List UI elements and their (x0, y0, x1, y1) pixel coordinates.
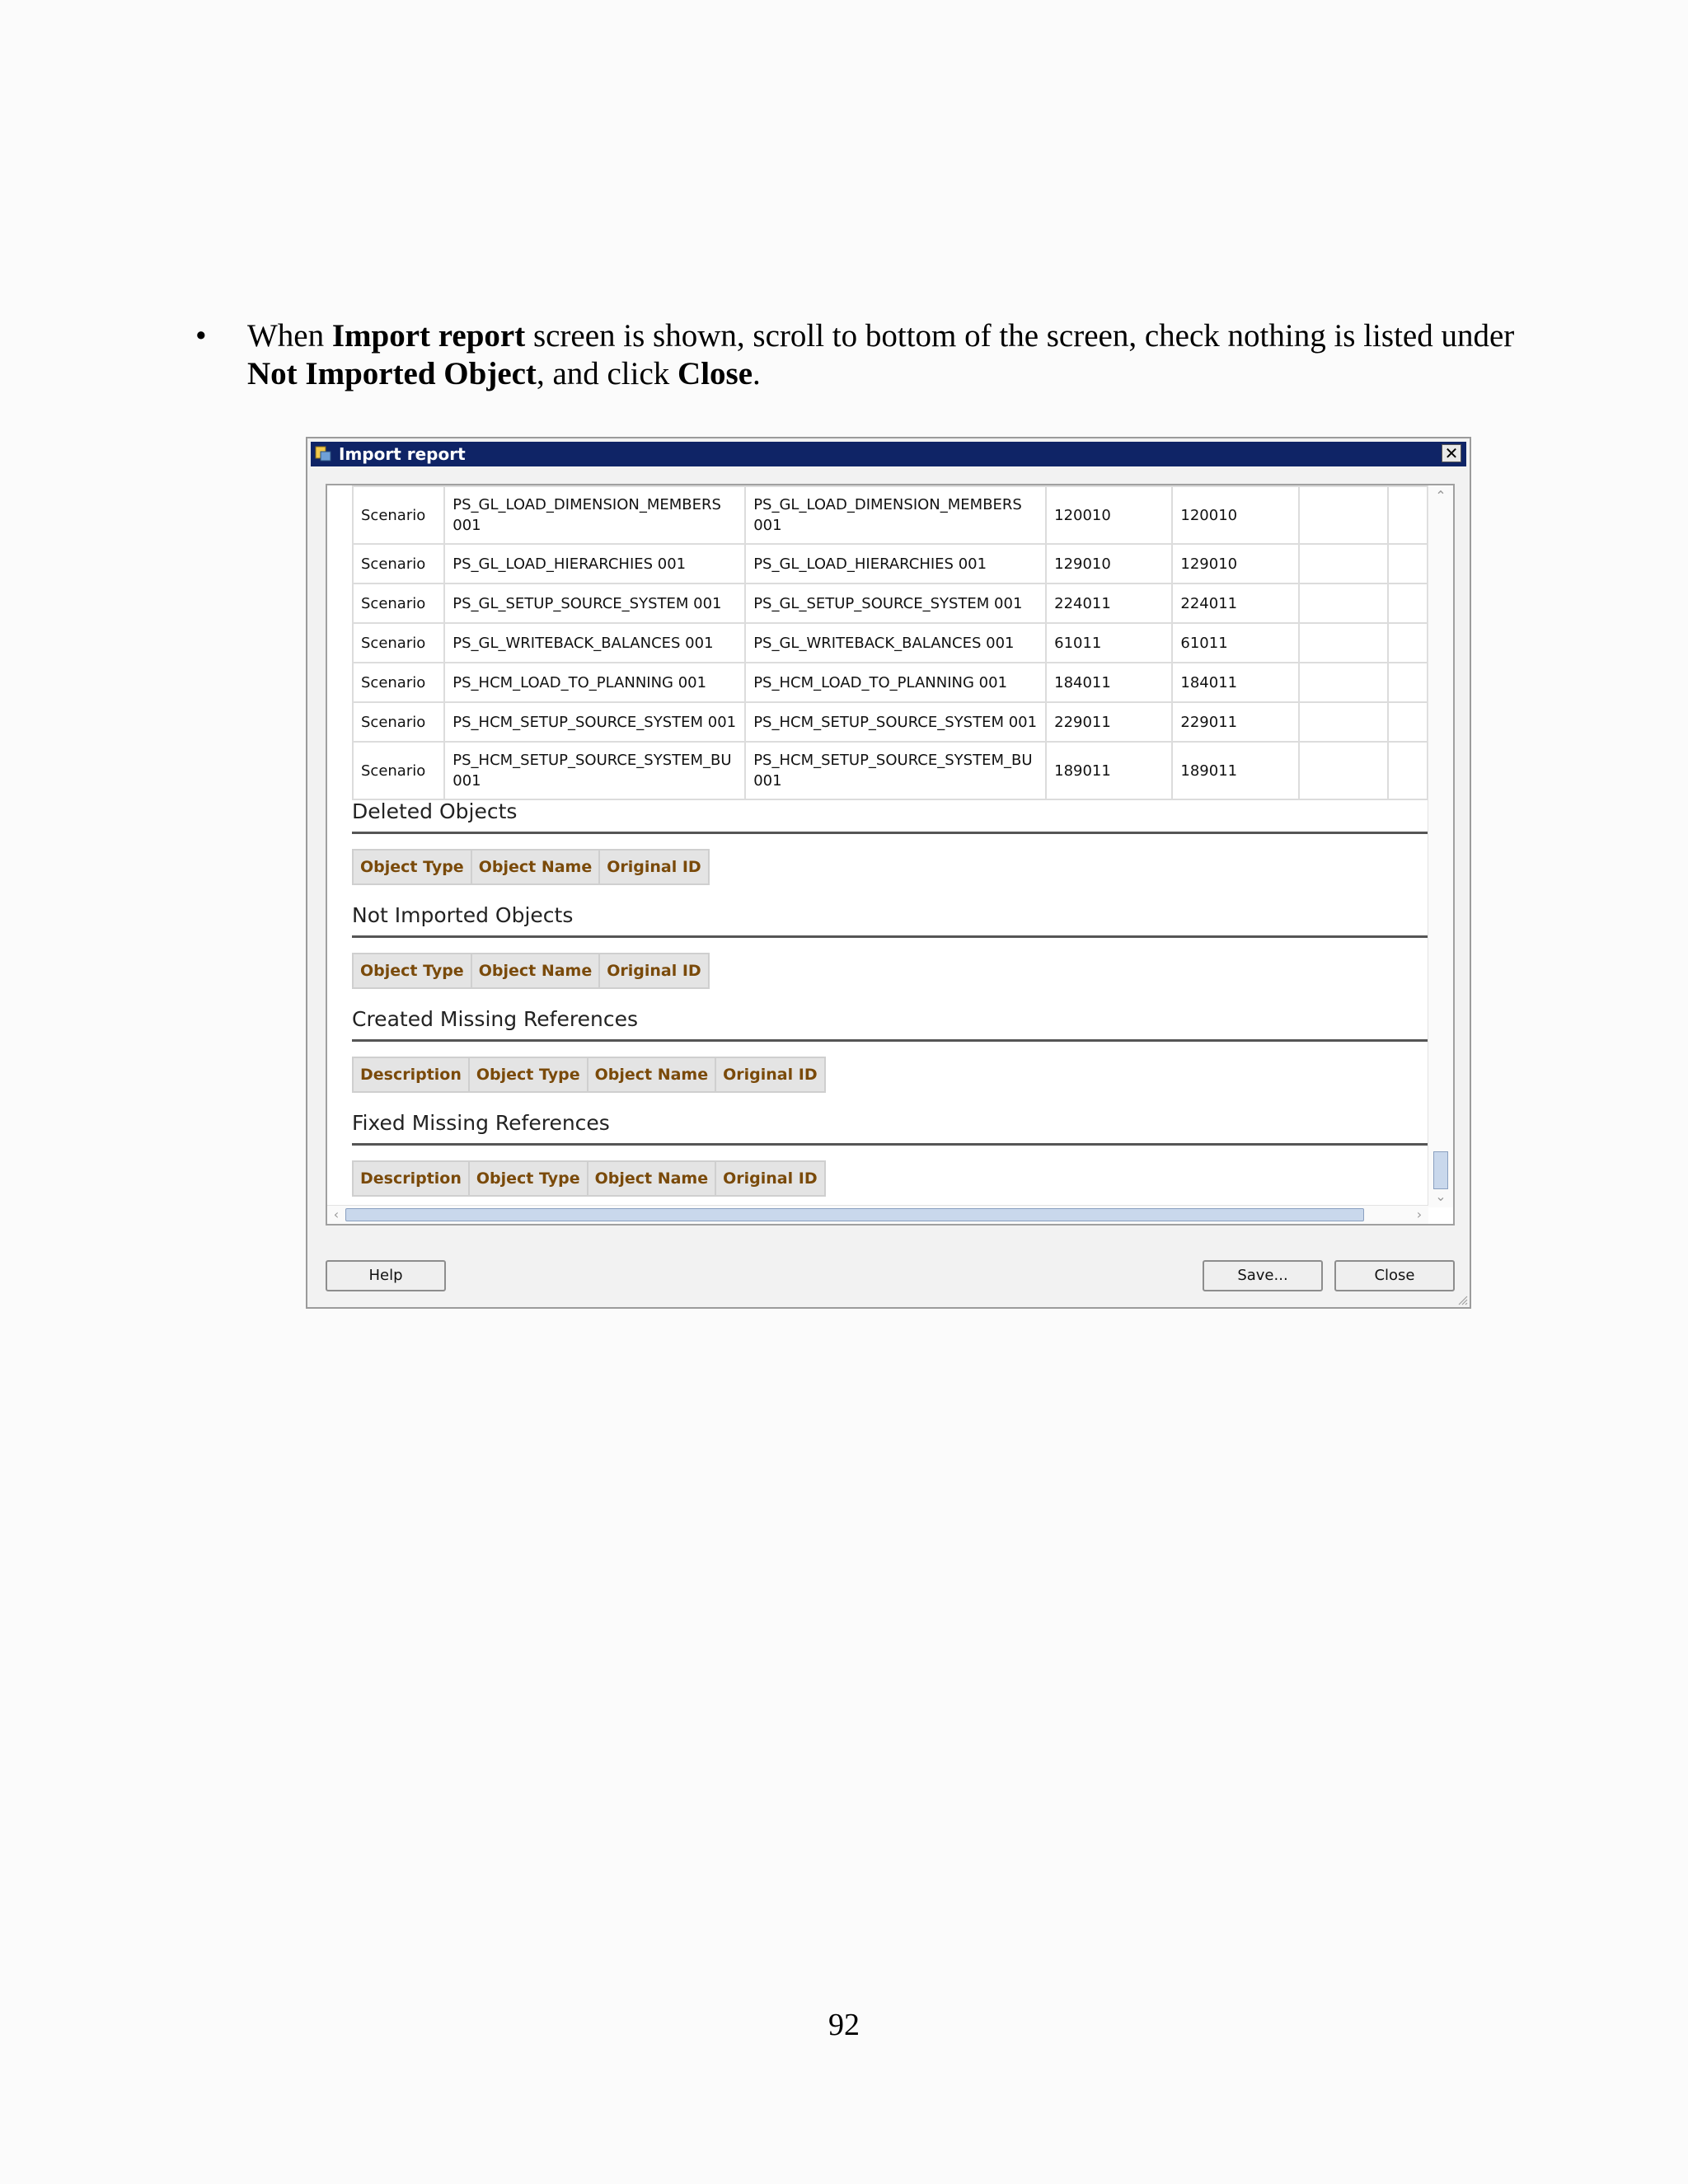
cell-original-name-line: PS_GL_WRITEBACK_BALANCES 001 (753, 634, 1015, 652)
not-imported-header-original-id[interactable]: Original ID (607, 962, 701, 980)
cell-object-type: Scenario (353, 663, 444, 702)
bullet: • (195, 318, 207, 354)
cell-object-name (444, 583, 745, 623)
cell-original-name-line: PS_GL_LOAD_DIMENSION_MEMBERS (753, 496, 1022, 513)
cell-object-type: Scenario (353, 742, 444, 799)
fixed-missing-header-object-name[interactable]: Object Name (588, 1162, 717, 1195)
horizontal-scroll-thumb[interactable] (345, 1208, 1364, 1221)
cell-original-id: 229011 (1046, 702, 1172, 742)
cell-object-name (444, 702, 745, 742)
cell-new-id: 229011 (1172, 702, 1298, 742)
not-imported-header-object-name[interactable]: Object Name (472, 954, 601, 987)
cell-original-name-line: PS_HCM_LOAD_TO_PLANNING 001 (753, 673, 1008, 691)
cell-new-id: 184011 (1172, 663, 1298, 702)
cell-object-type: Scenario (353, 583, 444, 623)
cell-original-id: 184011 (1046, 663, 1172, 702)
instruction-bold-not-imported: Not Imported Object (247, 356, 537, 391)
close-icon[interactable]: ✕ (1442, 444, 1461, 462)
dialog-titlebar[interactable] (311, 442, 1466, 466)
cell-object-name (444, 544, 745, 583)
cell-object-name-line: PS_HCM_SETUP_SOURCE_SYSTEM 001 (452, 713, 737, 731)
cell-new-id: 189011 (1172, 742, 1298, 799)
cell-object-name-line: PS_GL_SETUP_SOURCE_SYSTEM 001 (452, 594, 722, 612)
cell-object-name-line: PS_HCM_SETUP_SOURCE_SYSTEM_BU (452, 752, 732, 769)
cell-object-name (444, 623, 745, 663)
cell-original-name-line: PS_HCM_SETUP_SOURCE_SYSTEM_BU (753, 752, 1033, 769)
section-title-created-missing: Created Missing References (352, 1006, 1428, 1042)
cell-new-id: 120010 (1172, 486, 1298, 544)
cell-object-type: Scenario (353, 486, 444, 544)
fixed-missing-header-original-id[interactable]: Original ID (723, 1169, 818, 1188)
cell-original-name-line: PS_GL_SETUP_SOURCE_SYSTEM 001 (753, 594, 1023, 612)
report-content (327, 485, 1428, 1207)
fixed-missing-header-row (352, 1160, 826, 1197)
import-report-dialog (306, 437, 1471, 1309)
help-button[interactable]: Help (326, 1260, 446, 1291)
instruction-bold-close: Close (678, 356, 753, 391)
cell-empty (1299, 702, 1388, 742)
cell-empty (1388, 486, 1428, 544)
cell-object-name-line: PS_GL_LOAD_DIMENSION_MEMBERS (452, 496, 721, 513)
scroll-up-icon[interactable]: ⌃ (1435, 488, 1447, 504)
cell-empty (1299, 544, 1388, 583)
instruction-text-3: , and click (536, 356, 678, 391)
vertical-scroll-thumb[interactable] (1433, 1151, 1448, 1189)
cell-original-name (745, 702, 1046, 742)
table-row[interactable] (353, 486, 1428, 544)
instruction-text-4: . (753, 356, 761, 391)
deleted-header-object-type[interactable]: Object Type (354, 851, 472, 883)
cell-empty (1388, 544, 1428, 583)
cell-original-id: 189011 (1046, 742, 1172, 799)
table-row[interactable] (353, 583, 1428, 623)
fixed-missing-header-description[interactable]: Description (354, 1162, 470, 1195)
not-imported-header-row (352, 953, 710, 989)
report-scroll-pane[interactable] (326, 484, 1455, 1226)
instruction-text-2: screen is shown, scroll to bottom of the screen, check nothing is listed under (525, 318, 1515, 354)
deleted-header-object-name[interactable]: Object Name (472, 851, 601, 883)
cell-original-id: 129010 (1046, 544, 1172, 583)
table-row[interactable] (353, 702, 1428, 742)
imported-objects-table (352, 485, 1428, 800)
deleted-header-original-id[interactable]: Original ID (607, 858, 701, 876)
table-row[interactable] (353, 742, 1428, 799)
scroll-right-icon[interactable]: › (1416, 1207, 1423, 1222)
instruction-paragraph (195, 317, 1550, 393)
cell-object-name-line: 001 (452, 772, 481, 790)
cell-object-name-line: 001 (452, 517, 481, 534)
instruction-text-1: When (247, 318, 332, 354)
created-missing-header-row (352, 1057, 826, 1093)
scroll-down-icon[interactable]: ⌄ (1435, 1188, 1447, 1204)
cell-empty (1299, 486, 1388, 544)
vertical-scrollbar[interactable] (1428, 485, 1453, 1207)
cell-original-id: 120010 (1046, 486, 1172, 544)
cell-original-name-line: 001 (753, 517, 782, 534)
cell-object-name-line: PS_GL_WRITEBACK_BALANCES 001 (452, 634, 714, 652)
fixed-missing-header-object-type[interactable]: Object Type (470, 1162, 588, 1195)
cell-object-name-line: PS_HCM_LOAD_TO_PLANNING 001 (452, 673, 707, 691)
cell-original-name-line: PS_HCM_SETUP_SOURCE_SYSTEM 001 (753, 713, 1038, 731)
cell-new-id: 129010 (1172, 544, 1298, 583)
cell-object-type: Scenario (353, 544, 444, 583)
cell-new-id: 224011 (1172, 583, 1298, 623)
table-row[interactable] (353, 544, 1428, 583)
cell-original-name (745, 742, 1046, 799)
cell-original-name (745, 544, 1046, 583)
cell-original-name (745, 663, 1046, 702)
table-row[interactable] (353, 663, 1428, 702)
cell-original-name-line: 001 (753, 772, 782, 790)
cell-original-name (745, 486, 1046, 544)
resize-grip-icon[interactable] (1456, 1294, 1468, 1305)
created-missing-header-object-type[interactable]: Object Type (470, 1058, 588, 1091)
cell-empty (1388, 702, 1428, 742)
horizontal-scrollbar[interactable] (327, 1205, 1428, 1224)
cell-new-id: 61011 (1172, 623, 1298, 663)
created-missing-header-original-id[interactable]: Original ID (723, 1066, 818, 1084)
scroll-left-icon[interactable]: ‹ (333, 1207, 340, 1222)
section-title-deleted: Deleted Objects (352, 799, 1428, 834)
cell-empty (1388, 583, 1428, 623)
cell-empty (1388, 663, 1428, 702)
cell-empty (1299, 663, 1388, 702)
dialog-title: Import report (339, 444, 466, 464)
cell-empty (1299, 742, 1388, 799)
created-missing-header-description[interactable]: Description (354, 1058, 470, 1091)
cell-object-type: Scenario (353, 623, 444, 663)
cell-object-name-line: PS_GL_LOAD_HIERARCHIES 001 (452, 555, 687, 573)
cell-original-name (745, 623, 1046, 663)
cell-object-name (444, 663, 745, 702)
section-title-fixed-missing: Fixed Missing References (352, 1110, 1428, 1146)
instruction-bold-import-report: Import report (331, 318, 526, 354)
deleted-header-row (352, 849, 710, 885)
save-button[interactable]: Save... (1203, 1260, 1323, 1291)
cell-empty (1388, 742, 1428, 799)
cell-object-name (444, 742, 745, 799)
cell-object-type: Scenario (353, 702, 444, 742)
cell-empty (1388, 623, 1428, 663)
cell-object-name (444, 486, 745, 544)
created-missing-header-object-name[interactable]: Object Name (588, 1058, 717, 1091)
cell-empty (1299, 583, 1388, 623)
cell-original-name-line: PS_GL_LOAD_HIERARCHIES 001 (753, 555, 987, 573)
app-icon (314, 444, 332, 462)
page-number: 92 (828, 2008, 860, 2042)
not-imported-header-object-type[interactable]: Object Type (354, 954, 472, 987)
section-title-not-imported: Not Imported Objects (352, 902, 1428, 938)
cell-original-name (745, 583, 1046, 623)
cell-original-id: 61011 (1046, 623, 1172, 663)
table-row[interactable] (353, 623, 1428, 663)
close-button[interactable]: Close (1334, 1260, 1455, 1291)
cell-original-id: 224011 (1046, 583, 1172, 623)
cell-empty (1299, 623, 1388, 663)
